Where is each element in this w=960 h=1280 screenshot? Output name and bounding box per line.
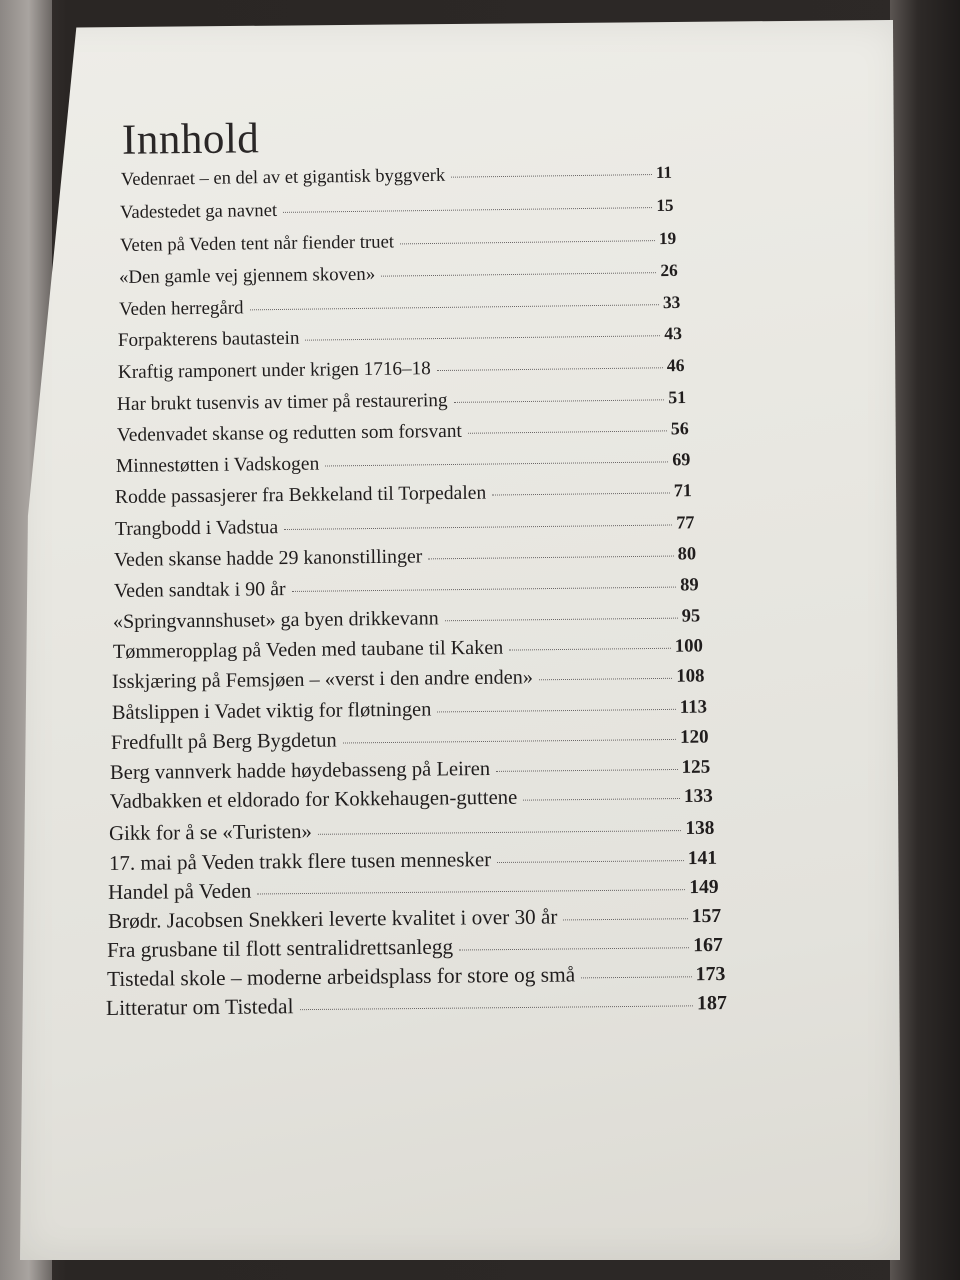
toc-entry-page-number: 33 [662, 291, 681, 312]
dot-leader [436, 367, 662, 371]
toc-entry [119, 292, 681, 321]
toc-entry-title: Forpakterens bautastein [118, 328, 300, 352]
dot-leader [382, 272, 657, 276]
dot-leader [445, 617, 678, 621]
toc-entry-page-number: 43 [664, 323, 683, 344]
dot-leader [459, 947, 689, 950]
dot-leader [497, 769, 678, 772]
toc-entry-title: Brødr. Jacobsen Snekkeri leverte kvalitet i over 30 år [107, 904, 558, 934]
toc-entry [110, 755, 710, 784]
toc-entry [108, 874, 719, 905]
toc-entry [118, 323, 682, 352]
toc-entry-page-number: 15 [656, 196, 675, 216]
dot-leader [325, 462, 668, 467]
dot-leader [454, 399, 665, 403]
toc-entry [115, 512, 695, 542]
dot-leader [451, 174, 652, 178]
toc-entry [116, 449, 691, 478]
toc-entry-title: Isskjæring på Femsjøen – «verst i den andre enden» [111, 666, 534, 694]
toc-entry-title: Har brukt tusenvis av timer på restaurering [116, 389, 448, 415]
toc-entry-page-number: 167 [693, 934, 724, 957]
toc-entry-title: 17. mai på Veden trakk flere tusen mennesker [108, 846, 492, 875]
toc-entry-title: Kraftig ramponert under krigen 1716–18 [117, 358, 431, 384]
dot-leader [258, 889, 686, 894]
dot-leader [284, 525, 672, 531]
toc-entry [117, 387, 686, 416]
toc-entry [108, 903, 721, 934]
toc-entry-title: Båtslippen i Vadet viktig for fløtningen [111, 698, 432, 724]
toc-entry-page-number: 125 [681, 756, 711, 778]
toc-entry-title: Rodde passasjerer fra Bekkeland til Torpedalen [115, 483, 487, 509]
toc-entry-page-number: 100 [674, 635, 703, 657]
toc-entry [114, 543, 696, 573]
dot-leader [284, 207, 653, 213]
toc-entry [111, 725, 709, 754]
toc-entry [114, 573, 699, 603]
toc-entry [106, 961, 725, 992]
dot-leader [400, 240, 655, 244]
toc-entry [120, 227, 676, 256]
toc-entry-title: Minnestøtten i Vadskogen [115, 453, 320, 478]
dot-leader [306, 336, 661, 341]
toc-entry-page-number: 71 [674, 480, 693, 501]
dot-leader [523, 798, 680, 801]
toc-entry-title: Vedenvadet skanse og redutten som forsvant [116, 420, 462, 447]
toc-entry [109, 815, 715, 846]
toc-entry [113, 635, 703, 665]
toc-entry-title: Tømmeropplag på Veden med taubane til Kaken [112, 636, 504, 664]
toc-entry [116, 418, 688, 447]
dot-leader [249, 304, 658, 310]
toc-entry [121, 163, 672, 191]
toc-entry-title: «Den gamle vej gjennem skoven» [119, 263, 376, 288]
toc-entry-title: Handel på Veden [108, 878, 252, 904]
toc-entry-page-number: 149 [689, 876, 719, 898]
toc-entry-page-number: 77 [676, 512, 695, 533]
toc-entry-title: Berg vannverk hadde høydebasseng på Leiren [110, 757, 491, 784]
dot-leader [509, 648, 671, 651]
toc-entry-page-number: 19 [658, 228, 677, 248]
toc-entry-page-number: 138 [685, 817, 715, 840]
toc-entry-title: Fredfullt på Berg Bygdetun [110, 729, 337, 754]
toc-entry-page-number: 141 [687, 847, 717, 869]
dot-leader [318, 830, 682, 835]
toc-entry [112, 665, 705, 695]
toc-entry-title: Veten på Veden tent når fiender truet [119, 231, 395, 256]
dot-leader [291, 587, 676, 592]
toc-entry-page-number: 108 [676, 665, 705, 688]
toc-entry-title: Veden herregård [118, 297, 244, 320]
toc-entry-page-number: 89 [679, 574, 699, 595]
toc-entry [106, 990, 727, 1021]
toc-entry-title: Litteratur om Tistedal [105, 994, 294, 1020]
toc-entry-page-number: 26 [660, 260, 679, 280]
toc-entry [118, 355, 685, 384]
toc-entry [111, 695, 706, 724]
toc-entry-page-number: 51 [668, 386, 687, 407]
dot-leader [497, 860, 684, 863]
toc-entry-title: Vadestedet ga navnet [120, 200, 278, 224]
toc-entry-page-number: 113 [679, 696, 707, 718]
toc-entry-page-number: 187 [696, 992, 728, 1015]
toc-entry-title: Gikk for å se «Turisten» [109, 818, 313, 845]
toc-entry [120, 195, 674, 224]
toc-entry-page-number: 157 [691, 904, 721, 928]
toc-entry [107, 932, 723, 963]
toc-entry-page-number: 46 [666, 355, 685, 376]
toc-entry-title: Fra grusbane til flott sentralidrettsanlegg [106, 934, 454, 963]
toc-entry-page-number: 120 [680, 726, 709, 748]
toc-entry [113, 604, 701, 634]
toc-entry-page-number: 133 [683, 786, 713, 808]
dot-leader [343, 739, 676, 744]
toc-entry [115, 481, 692, 510]
toc-entry-page-number: 69 [672, 449, 691, 470]
toc-entry [110, 785, 713, 814]
toc-entry [119, 260, 678, 289]
toc-entry-title: Vedenraet – en del av et gigantisk byggverk [120, 165, 446, 190]
toc-entry-title: Vadbakken et eldorado for Kokkehaugen-guttene [109, 787, 518, 814]
dot-leader [493, 493, 671, 496]
dot-leader [429, 556, 674, 560]
dot-leader [467, 430, 666, 433]
toc-entry-page-number: 95 [681, 605, 701, 627]
dot-leader [437, 708, 675, 712]
dot-leader [563, 918, 687, 920]
toc-entry [109, 844, 717, 875]
toc-entry-title: Tistedal skole – moderne arbeidsplass for store og små [106, 962, 575, 992]
page-title: Innhold [121, 115, 260, 164]
toc-entry-page-number: 56 [670, 418, 689, 439]
dot-leader [300, 1005, 693, 1010]
toc-entry-page-number: 173 [695, 963, 726, 986]
dot-leader [581, 976, 691, 978]
toc-entry-page-number: 11 [655, 162, 673, 182]
dot-leader [539, 678, 672, 680]
toc-entry-title: Veden skanse hadde 29 kanonstillinger [114, 545, 423, 572]
toc-entry-title: «Springvannshuset» ga byen drikkevann [113, 606, 440, 633]
toc-entry-title: Trangbodd i Vadstua [114, 516, 279, 541]
toc-entry-title: Veden sandtak i 90 år [113, 578, 286, 603]
toc-entry-page-number: 80 [677, 543, 697, 564]
